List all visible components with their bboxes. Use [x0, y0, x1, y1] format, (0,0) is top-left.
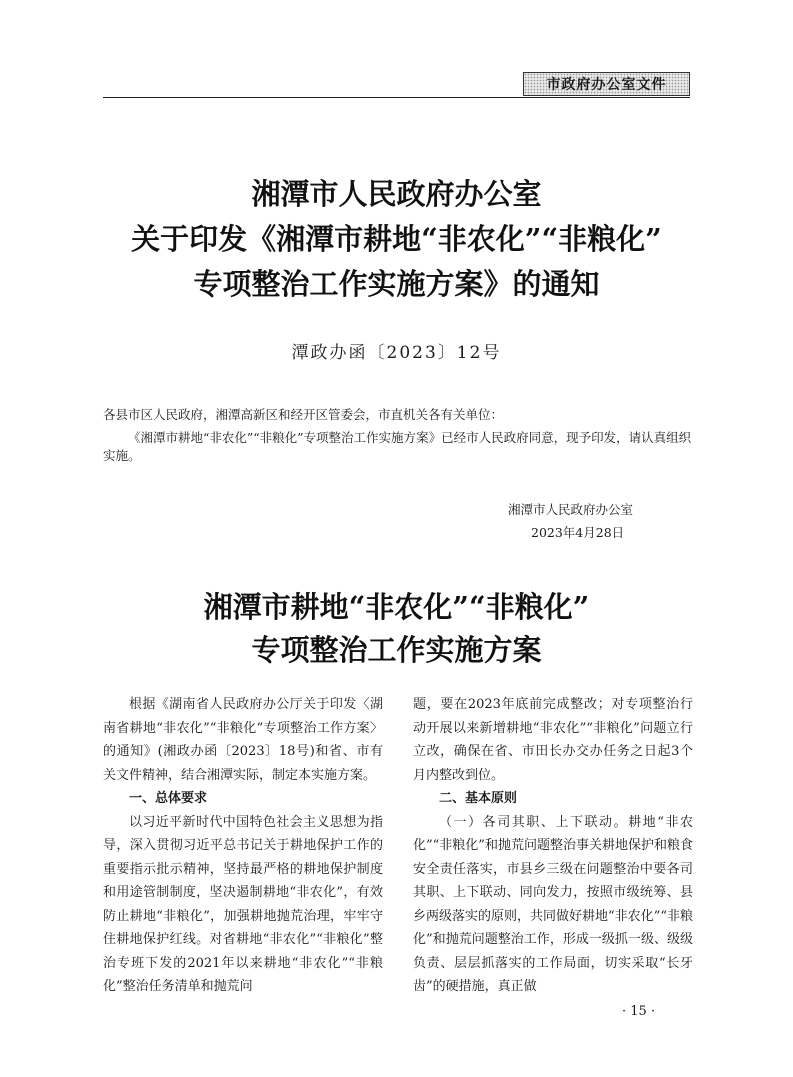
- document-number: 潭政办函〔2023〕12号: [291, 343, 502, 363]
- intro-paragraph: 根据《湖南省人民政府办公厅关于印发〈湖南省耕地“非农化”“非粮化”专项整治工作方案〉的通知》(湘政办函〔2023〕18号)和省、市有关文件精神，结合湘潭实际，制定本实施方案。: [103, 697, 383, 783]
- section-label-badge: [523, 72, 690, 96]
- signature-organization: 湘潭市人民政府办公室: [508, 502, 634, 517]
- plan-title-line-2: 专项整治工作实施方案: [251, 633, 542, 667]
- header-rule: [103, 97, 690, 98]
- right-column: [413, 693, 693, 999]
- notice-title-line-3: 专项整治工作实施方案》的通知: [193, 267, 600, 301]
- section-label: 市政府办公室文件: [546, 77, 667, 93]
- plan-title-line-1: 湘潭市耕地“非农化”“非粮化”: [203, 590, 590, 624]
- page-number: · 15 ·: [622, 1004, 656, 1019]
- signature-date: 2023年4月28日: [531, 525, 625, 540]
- section-heading-basic-principles: 二、基本原则: [439, 791, 518, 806]
- general-requirements-continuation: 题，要在2023年底前完成整改；对专项整治行动开展以来新增耕地“非农化”“非粮化”问题立行立改，确保在省、市田长办交办任务之日起3个月内整改到位。: [413, 697, 693, 783]
- notice-title-line-1: 湘潭市人民政府办公室: [251, 177, 542, 211]
- notice-body: 《湘潭市耕地“非农化”“非粮化”专项整治工作实施方案》已经市人民政府同意，现予印发，请认真组织实施。: [103, 430, 692, 463]
- notice-title-line-2: 关于印发《湘潭市耕地“非农化”“非粮化”: [131, 222, 662, 256]
- general-requirements-paragraph: 以习近平新时代中国特色社会主义思想为指导，深入贯彻习近平总书记关于耕地保护工作的重要指示批示精神，坚持最严格的耕地保护制度和用途管制制度，坚决遏制耕地“非农化”，有效防止耕地“非粮化”，加强耕地抛荒治理，牢牢守住耕地保护红线。对省耕地“非农化”“非粮化”整治专班下发的2021年以来耕地“非农化”“非粮化”整治任务清单和抛荒问: [103, 814, 383, 994]
- section-heading-general-requirements: 一、总体要求: [129, 791, 208, 806]
- addressees: 各县市区人民政府，湘潭高新区和经开区管委会，市直机关各有关单位：: [103, 407, 504, 422]
- basic-principles-paragraph: （一）各司其职、上下联动。耕地“非农化”“非粮化”和抛荒问题整治事关耕地保护和粮食安全责任落实，市县乡三级在问题整治中要各司其职、上下联动、同向发力，按照市级统筹、县乡两级落实的原则，共同做好耕地“非农化”“非粮化”和抛荒问题整治工作，形成一级抓一级、级级负责、层层抓落实的工作局面，切实采取“长牙齿”的硬措施，真正做: [413, 814, 693, 994]
- left-column: [103, 693, 383, 999]
